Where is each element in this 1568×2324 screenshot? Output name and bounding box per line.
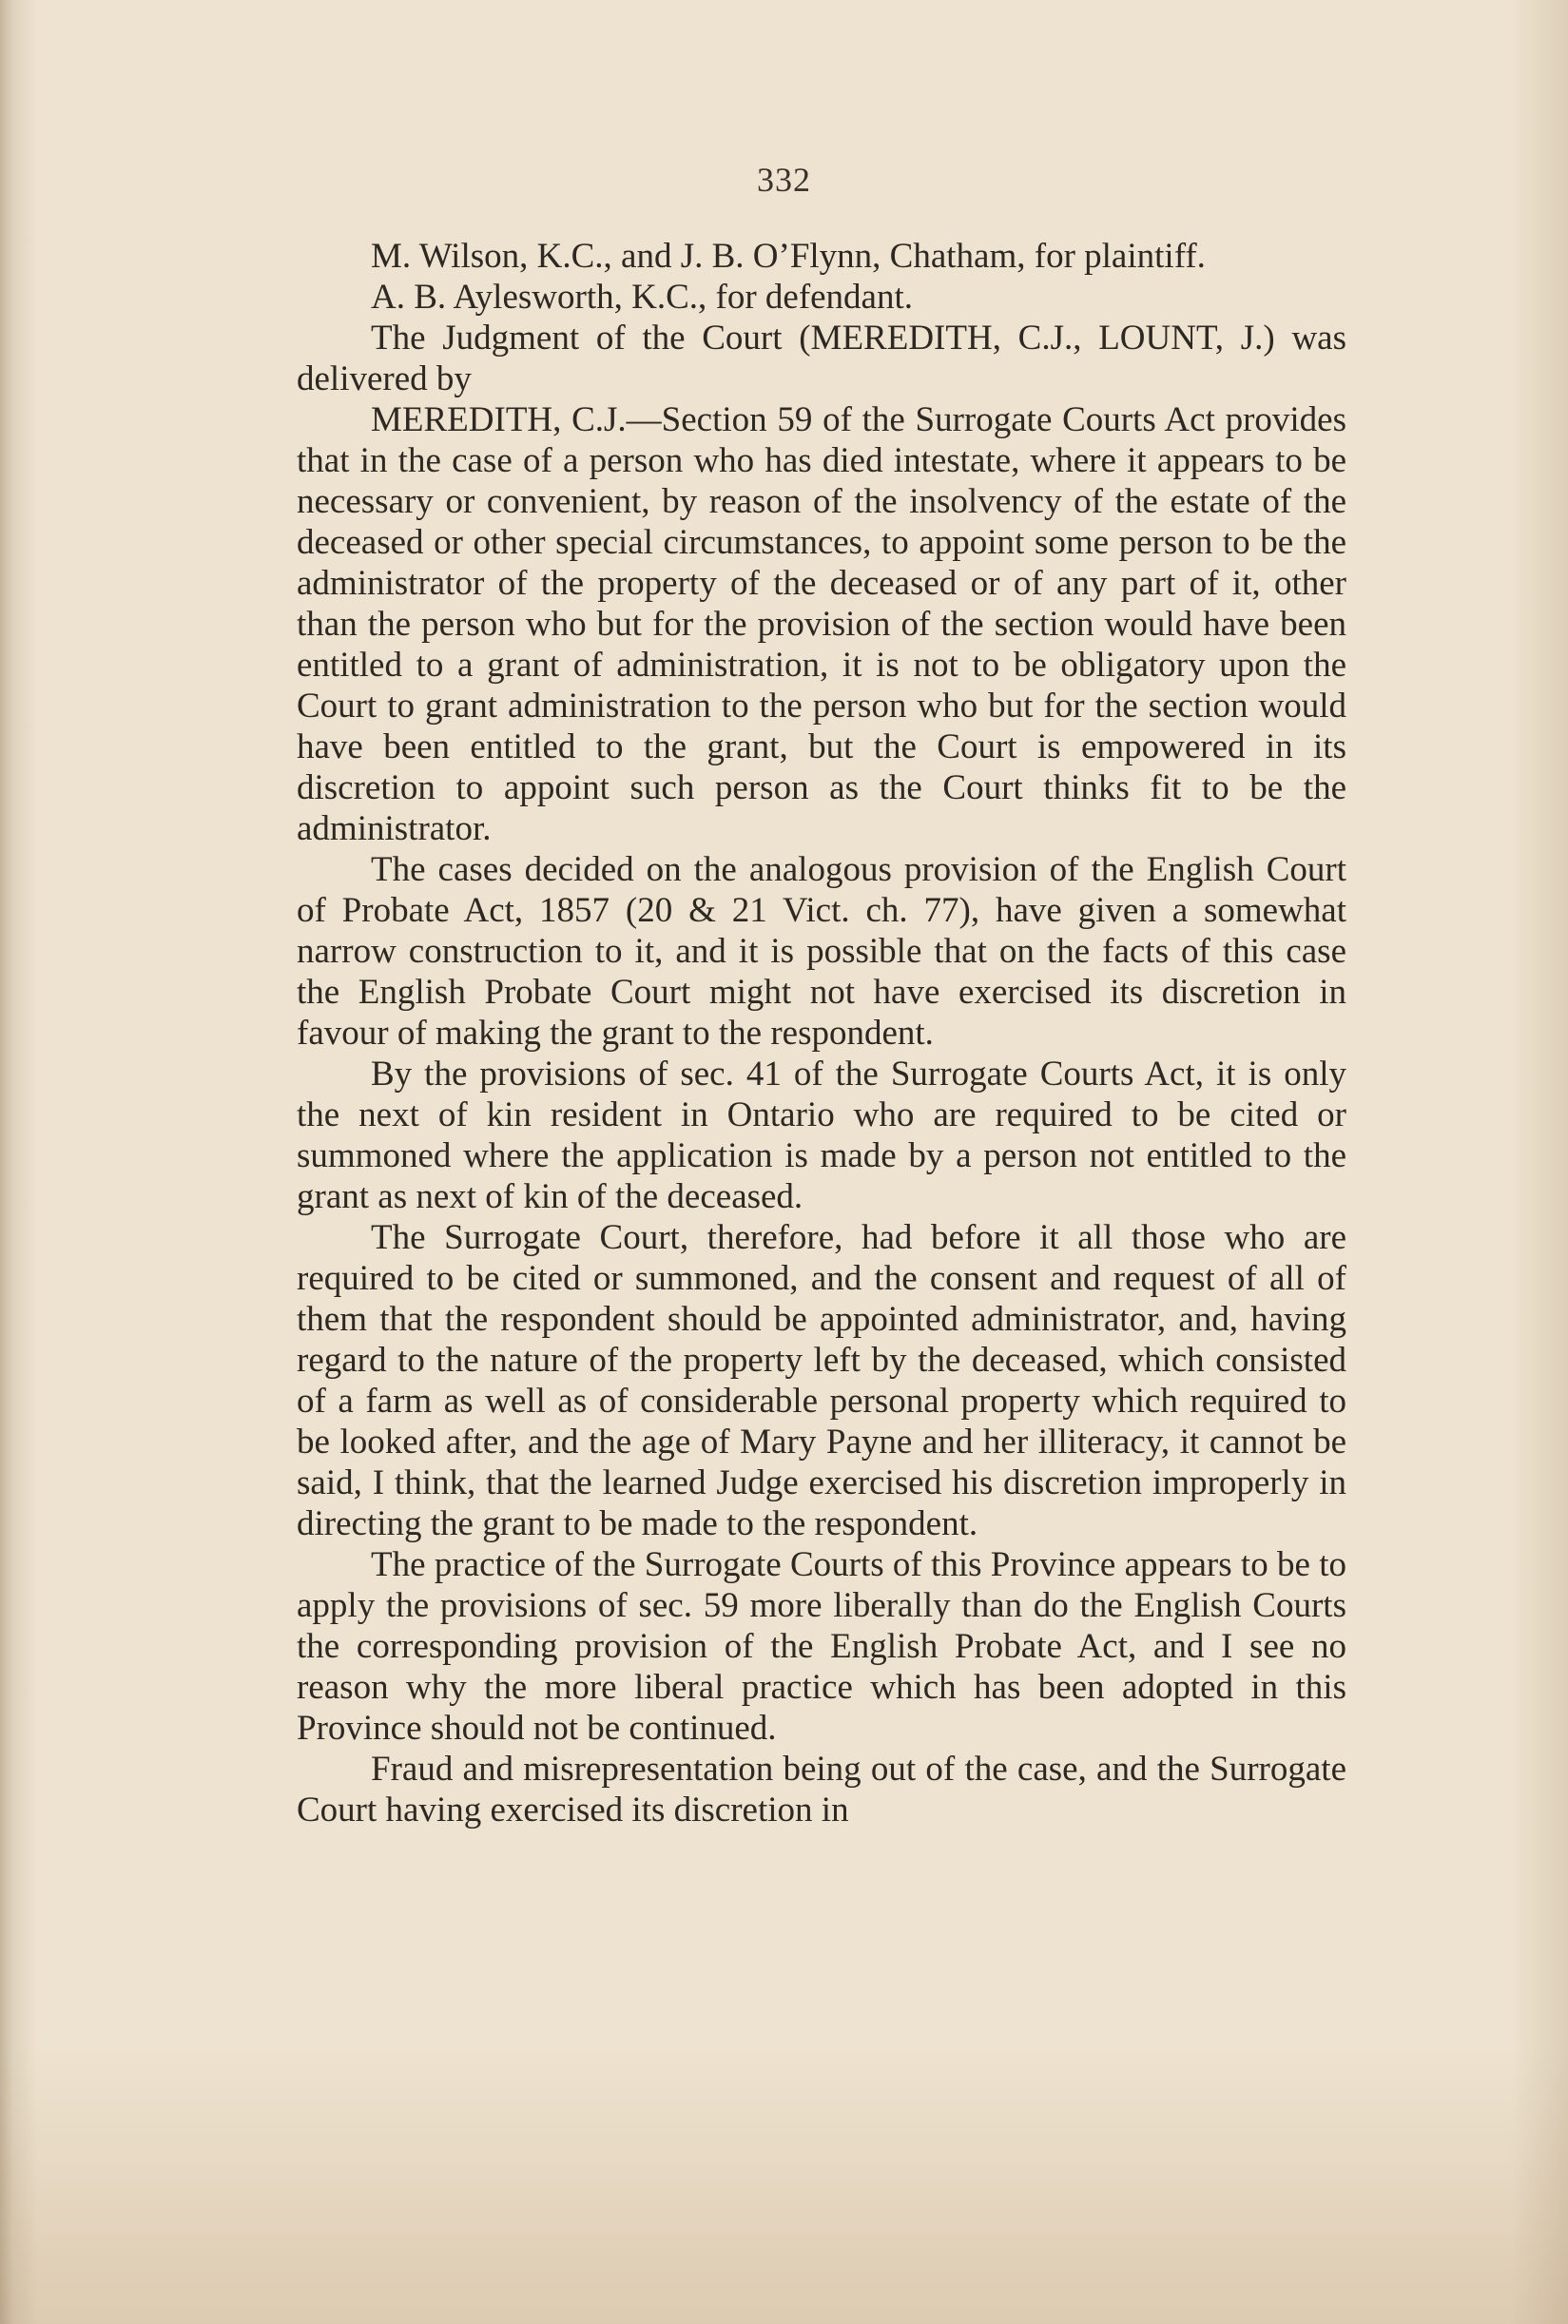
fraud-paragraph: Fraud and misrepresentation being out of the case, and the Surrogate Court having exercised its discretion in bbox=[297, 1750, 1346, 1830]
counsel-defendant-paragraph: A. B. Aylesworth, K.C., for defendant. bbox=[371, 278, 914, 317]
english-cases-paragraph: The cases decided on the analogous provision of the English Court of Probate Act, 1857 (20 & 21 Vict. ch. 77), have given a somewhat narrow construction to it, and it is possible that on the facts of this case the English Probate Court might not have exercised its discretion in favour of making the grant to the respondent. bbox=[297, 850, 1346, 1053]
section-59-paragraph: MEREDITH, C.J.—Section 59 of the Surrogate Courts Act provides that in the case of a person who has died intestate, where it appears to be necessary or convenient, by reason of the insolvency of the estate of the deceased or other special circumstances, to appoint some person to be the administrator of the property of the deceased or of any part of it, other than the person who but for the provision of the section would have been entitled to a grant of administration, it is not to be obligatory upon the Court to grant administration to the person who but for the section would have been entitled to the grant, but the Court is empowered in its discretion to appoint such person as the Court thinks fit to be the administrator. bbox=[297, 400, 1346, 848]
surrogate-court-paragraph: The Surrogate Court, therefore, had before it all those who are required to be cited or summoned, and the consent and request of all of them that the respondent should be appointed administrator, and, having regard to the nature of the property left by the deceased, which consisted of a farm as well as of considerable personal property which required to be looked after, and the age of Mary Payne and her illiteracy, it cannot be said, I think, that the learned Judge exercised his discretion improperly in directing the grant to be made to the respondent. bbox=[297, 1218, 1346, 1543]
practice-paragraph: The practice of the Surrogate Courts of this Province appears to be to apply the provisions of sec. 59 more liberally than do the English Courts the corresponding provision of the English Probate Act, and I see no reason why the more liberal practice which has been adopted in this Province should not be continued. bbox=[297, 1545, 1346, 1748]
page-number: 332 bbox=[757, 161, 811, 199]
section-41-paragraph: By the provisions of sec. 41 of the Surrogate Courts Act, it is only the next of kin resident in Ontario who are required to be cited or summoned where the application is made by a person not entitled to the grant as next of kin of the deceased. bbox=[297, 1055, 1346, 1216]
counsel-plaintiff-paragraph: M. Wilson, K.C., and J. B. O’Flynn, Chatham, for plaintiff. bbox=[371, 237, 1206, 276]
body-text bbox=[297, 236, 1346, 1830]
judgment-delivered-paragraph: The Judgment of the Court (MEREDITH, C.J., LOUNT, J.) was delivered by bbox=[297, 319, 1346, 398]
